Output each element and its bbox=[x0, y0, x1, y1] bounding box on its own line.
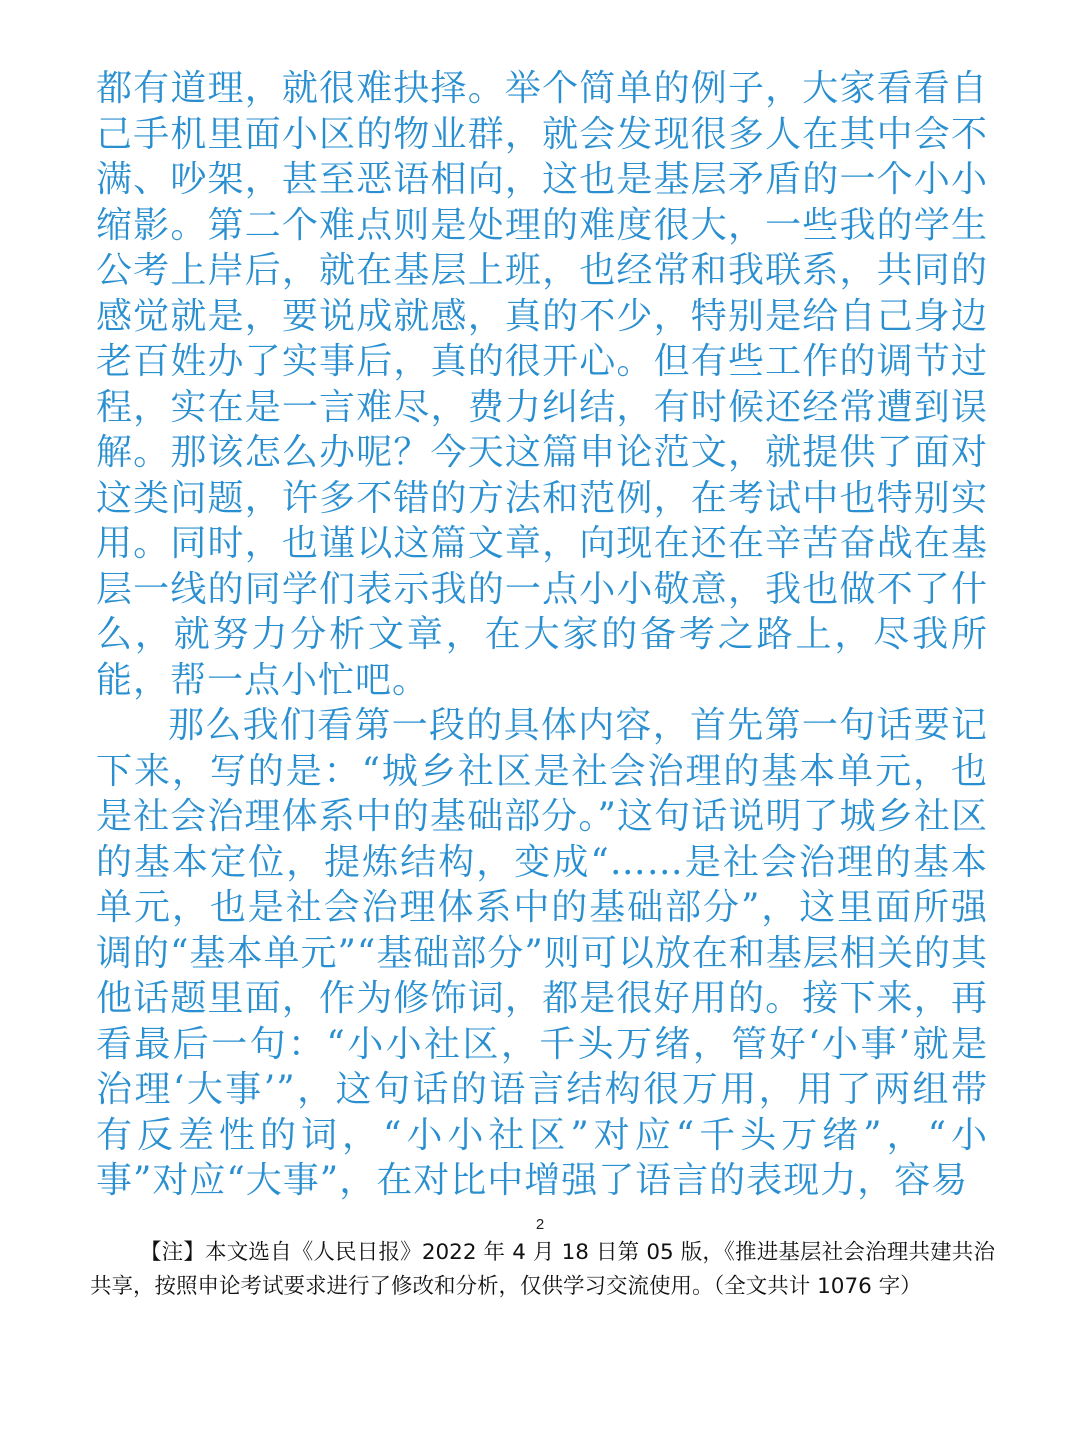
paragraph-1: 都有道理，就很难抉择。举个简单的例子，大家看看自己手机里面小区的物业群，就会发现很多人在其中会不满、吵架，甚至恶语相向，这也是基层矛盾的一个小小缩影。第二个难点则是处理的难度很大，一些我的学生公考上岸后，就在基层上班，也经常和我联系，共同的感觉就是，要说成就感，真的不少，特别是给自己身边老百姓办了实事后，真的很开心。但有些工作的调节过程，实在是一言难尽，费力纠结，有时候还经常遭到误解。那该怎么办呢？今天这篇申论范文，就提供了面对这类问题，许多不错的方法和范例，在考试中也特别实用。同时，也谨以这篇文章，向现在还在辛苦奋战在基层一线的同学们表示我的一点小小敬意，我也做不了什么，就努力分析文章，在大家的备考之路上，尽我所能，帮一点小忙吧。 bbox=[96, 68, 988, 701]
footnote: 【注】本文选自《人民日报》2022 年 4 月 18 日第 05 版，《推进基层社会治理共建共治共享，按照申论考试要求进行了修改和分析，仅供学习交流使用。（全文共计 1076 字） bbox=[90, 1240, 995, 1299]
page-number: 2 bbox=[535, 1216, 545, 1233]
paragraph-2: 那么我们看第一段的具体内容，首先第一句话要记下来，写的是：“城乡社区是社会治理的基本单元，也是社会治理体系中的基础部分。”这句话说明了城乡社区的基本定位，提炼结构，变成“……是社会治理的基本单元，也是社会治理体系中的基础部分”，这里面所强调的“基本单元”“基础部分”则可以放在和基层相关的其他话题里面，作为修饰词，都是很好用的。接下来，再看最后一句：“小小社区，千头万绪，管好‘小事’就是治理‘大事’”，这句话的语言结构很万用，用了两组带有反差性的词，“小小社区”对应“千头万绪”，“小事”对应“大事”，在对比中增强了语言的表现力，容易 bbox=[96, 705, 988, 1201]
article-body bbox=[96, 66, 988, 1204]
